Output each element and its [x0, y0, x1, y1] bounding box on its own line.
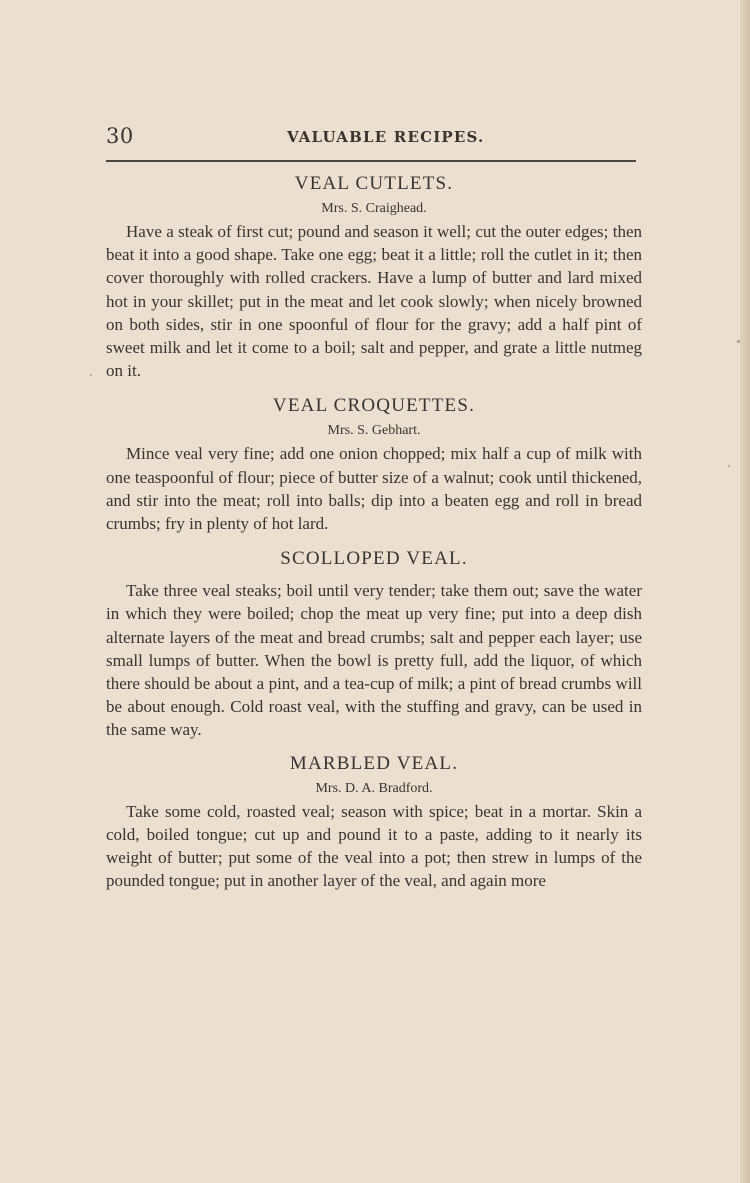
section-gap: [106, 742, 642, 750]
page-number: 30: [106, 124, 134, 148]
paper-speck: [737, 340, 740, 343]
recipe-body: Mince veal very fine; add one onion chopped; mix half a cup of milk with one teaspoonful of flour; piece of butter size of a walnut; cook until thickened, and stir into the meat; roll into balls; dip into a beaten egg and roll in bread crumbs; fry in plenty of hot lard.: [106, 444, 642, 534]
recipe-title: MARBLED VEAL.: [289, 752, 459, 774]
paper-speck: [90, 374, 92, 376]
running-head: VALUABLE RECIPES.: [287, 128, 485, 146]
page-content: [106, 170, 642, 1060]
recipe-body: Take three veal steaks; boil until very tender; take them out; save the water in which they were boiled; chop the meat up very fine; put into a deep dish alternate layers of the meat and bread crumbs; salt and pepper each layer; use small lumps of butter. When the bowl is pretty full, add the liquor, of which there should be about a pint, and a tea-cup of milk; a pint of bread crumbs will be about enough. Cold roast veal, with the stuffing and gravy, can be used in the same way.: [106, 581, 642, 740]
recipe-marbled-veal: [106, 750, 642, 893]
page-header: [106, 124, 640, 152]
recipe-body: Take some cold, roasted veal; season with spice; beat in a mortar. Skin a cold, boiled tongue; cut up and pound it to a paste, adding to it nearly its weight of butter; put some of the veal into a pot; then strew in lumps of the pounded tongue; put in another layer of the veal, and again more: [106, 801, 642, 891]
recipe-title: SCOLLOPED VEAL.: [280, 548, 468, 570]
recipe-author: Mrs. S. Craighead.: [321, 201, 427, 216]
recipe-veal-croquettes: [106, 392, 642, 535]
header-rule: [106, 160, 636, 162]
recipe-author: Mrs. D. A. Bradford.: [315, 780, 433, 796]
recipe-author: Mrs. S. Gebhart.: [327, 423, 421, 439]
paper-speck: [728, 465, 730, 467]
section-gap: [106, 535, 642, 545]
recipe-body: Have a steak of first cut; pound and season it well; cut the outer edges; then beat it into a good shape. Take one egg; beat it a little; roll the cutlet in it; then cover thoroughly with rolled crackers. Have a lump of butter and lard mixed hot in your skillet; put in the meat and let cook slowly; when nicely browned on both sides, stir in one spoonful of flour for the gravy; add a half pint of sweet milk and let it come to a boil; salt and pepper, and grate a little nutmeg on it.: [106, 222, 642, 381]
recipe-scolloped-veal: [106, 545, 642, 741]
recipe-title: VEAL CROQUETTES.: [272, 395, 476, 417]
recipe-title: VEAL CUTLETS.: [294, 173, 454, 194]
section-gap: [106, 382, 642, 392]
page-edge: [740, 0, 750, 1183]
recipe-veal-cutlets: [106, 170, 642, 382]
